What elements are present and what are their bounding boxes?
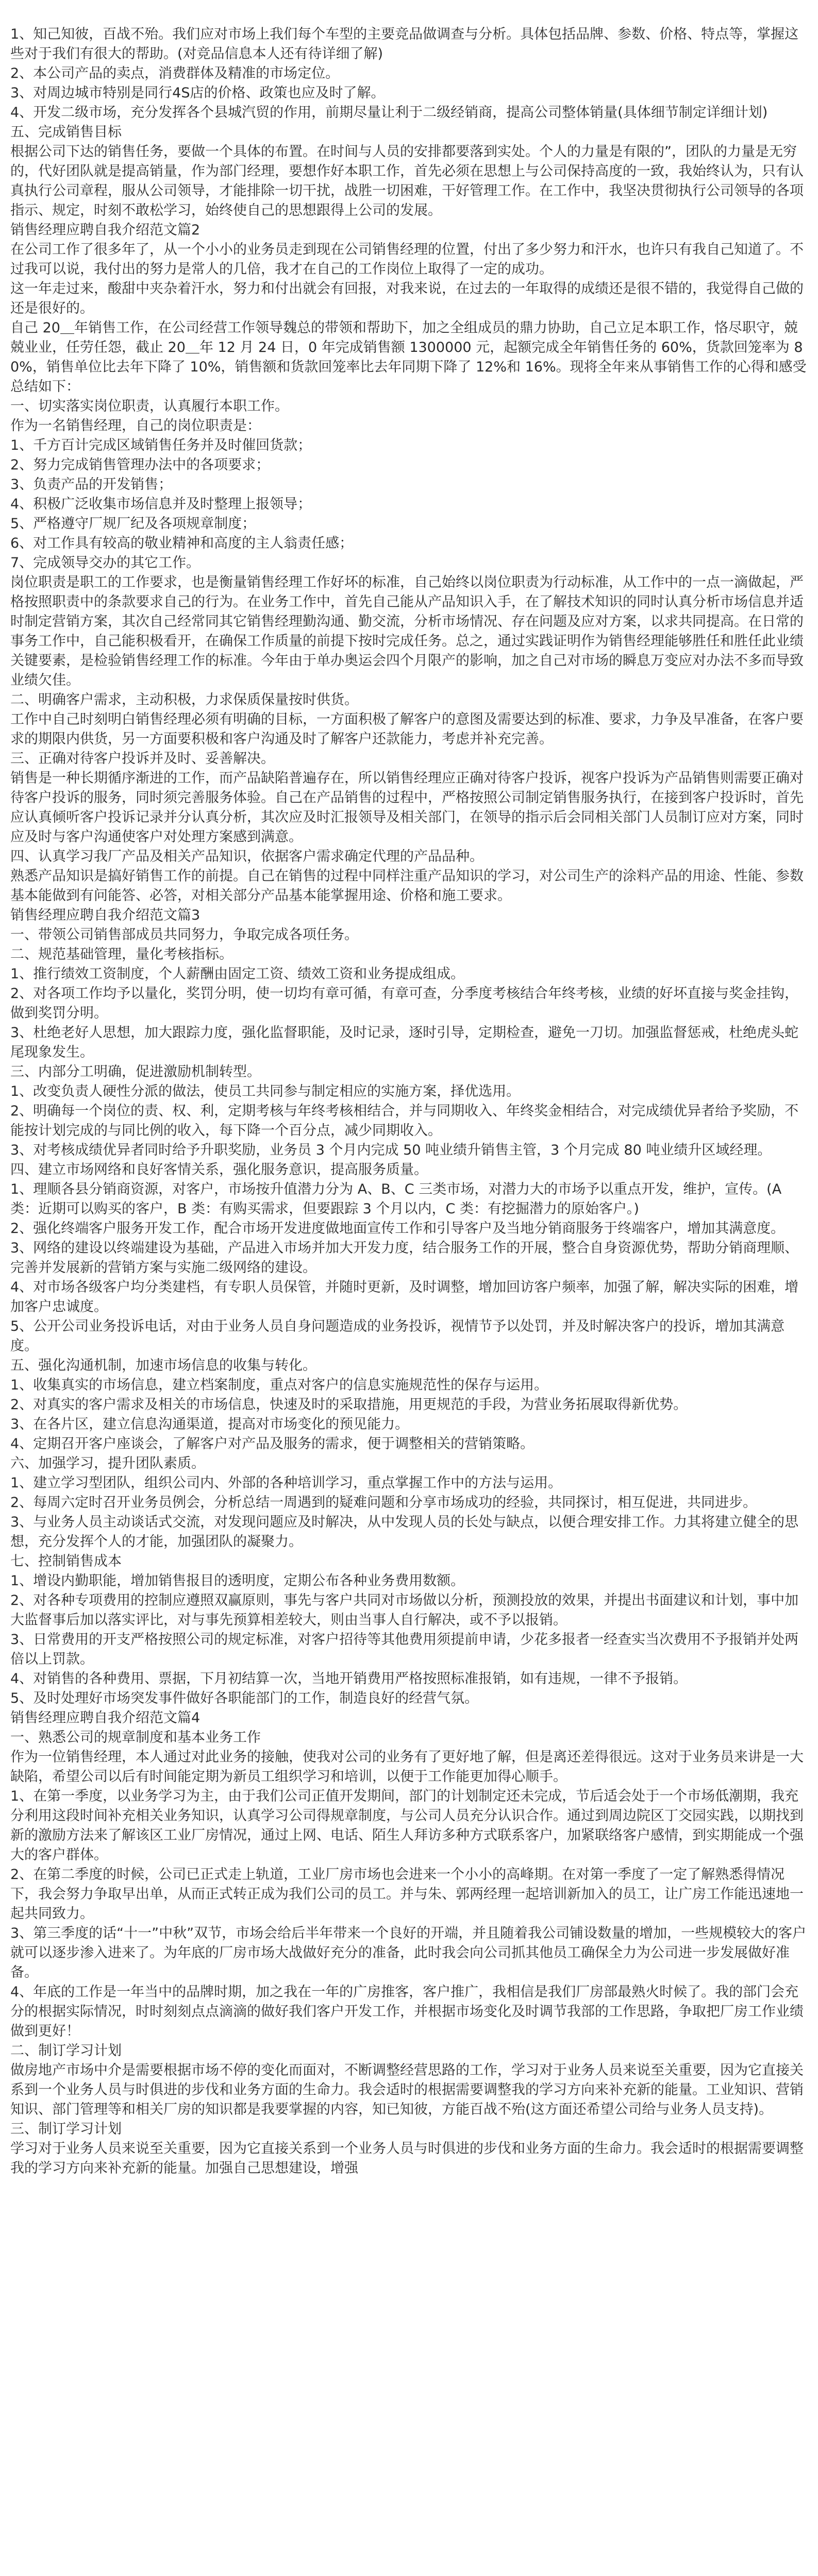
paragraph: 2、对真实的客户需求及相关的市场信息，快速及时的采取措施，用更规范的手段，为营业务拓展取得新优势。 [10,1397,688,1413]
paragraph: 二、制订学习计划 [10,2043,122,2059]
paragraph: 3、对周边城市特别是同行4S店的价格、政策也应及时了解。 [10,85,385,101]
paragraph: 3、负责产品的开发销售； [10,477,173,493]
paragraph: 2、本公司产品的卖点，消费群体及精准的市场定位。 [10,65,340,81]
paragraph: 根据公司下达的销售任务，要做一个具体的布置。在时间与人员的安排都要落到实处。个人的力量是有限的”，团队的力量是无穷的，代好团队就是提高销量，作为部门经理，要想作好本职工作，首先必须在思想上与公司保持高度的一致，我始终认为，只有认真执行公司章程，服从公司领导，才能排除一切干扰，战胜一切困难，干好管理工作。在工作中，我坚决贯彻执行公司领导的各项指示、规定，时刻不敢松学习，始终使自己的思想跟得上公司的发展。 [10,144,804,218]
paragraph: 4、积极广泛收集市场信息并及时整理上报领导； [10,496,312,512]
paragraph: 4、定期召开客户座谈会，了解客户对产品及服务的需求，便于调整相关的营销策略。 [10,1436,535,1452]
paragraph: 5、公开公司业务投诉电话，对由于业务人员自身问题造成的业务投诉，视情节予以处罚，并及时解决客户的投诉，增加其满意度。 [10,1318,785,1354]
paragraph: 六、加强学习，提升团队素质。 [10,1455,205,1471]
paragraph: 四、建立市场网络和良好客情关系，强化服务意识，提高服务质量。 [10,1162,428,1178]
paragraph: 3、对考核成绩优异者同时给予升职奖励，业务员 3 个月内完成 50 吨业绩升销售主管，3 个月完成 80 吨业绩升区域经理。 [10,1142,772,1158]
paragraph: 作为一位销售经理，本人通过对此业务的接触，使我对公司的业务有了更好地了解，但是离还差得很远。这对于业务员来讲是一大缺陷，希望公司以后有时间能定期为新员工组织学习和培训，以便于工作能更加得心顺手。 [10,1749,804,1785]
paragraph: 3、在各片区，建立信息沟通渠道，提高对市场变化的预见能力。 [10,1416,409,1432]
paragraph: 1、改变负责人硬性分派的做法，使员工共同参与制定相应的实施方案，择优选用。 [10,1083,521,1099]
paragraph: 7、完成领导交办的其它工作。 [10,555,201,571]
paragraph: 五、强化沟通机制，加速市场信息的收集与转化。 [10,1358,316,1374]
paragraph: 4、对市场各级客户均分类建档，有专职人员保管，并随时更新，及时调整，增加回访客户频率，加强了解，解决实际的困难，增加客户忠诚度。 [10,1279,799,1315]
paragraph: 一、带领公司销售部成员共同努力，争取完成各项任务。 [10,927,358,943]
paragraph: 3、第三季度的话“十一”中秋”双节，市场会给后半年带来一个良好的开端，并且随着我公司铺设数量的增加，一些规模较大的客户就可以逐步渗入进来了。为年底的厂房市场大战做好充分的准备，此时我会向公司抓其他员工确保全力为公司进一步发展做好准备。 [10,1925,807,1980]
paragraph: 销售经理应聘自我介绍范文篇2 [10,222,201,238]
paragraph: 岗位职责是职工的工作要求，也是衡量销售经理工作好坏的标准，自己始终以岗位职责为行动标准，从工作中的一点一滴做起，严格按照职责中的条款要求自己的行为。在业务工作中，首先自己能从产品知识入手，在了解技术知识的同时认真分析市场信息并适时制定营销方案，其次自己经常同其它销售经理勤沟通、勤交流，分析市场情况、存在问题及应对方案，以求共同提高。在日常的事务工作中，自己能积极看开，在确保工作质量的前提下按时完成任务。总之，通过实践证明作为销售经理能够胜任和胜任此业绩关键要素，是检验销售经理工作的标准。今年由于单办奥运会四个月限产的影响，加之自己对市场的瞬息万变应对办法不多而导致业绩欠佳。 [10,574,804,688]
paragraph: 做房地产市场中介是需要根据市场不停的变化而面对，不断调整经营思路的工作，学习对于业务人员来说至关重要，因为它直接关系到一个业务人员与时俱进的步伐和业务方面的生命力。我会适时的根据需要调整我的学习方向来补充新的能量。工业知识、营销知识、部门管理等和相关厂房的知识都是我要掌握的内容，知已知彼，方能百战不殆(这方面还希望公司给与业务人员支持)。 [10,2062,804,2117]
paragraph: 1、千方百计完成区域销售任务并及时催回货款； [10,437,312,453]
paragraph: 1、理顺各县分销商资源，对客户，市场按升值潜力分为 A、B、C 三类市场，对潜力大的市场予以重点开发，维护，宣传。(A 类：近期可以购买的客户，B 类：有购买需求，但要跟踪 3 个月以内，C 类：有挖掘潜力的原始客户。) [10,1181,782,1217]
paragraph: 2、努力完成销售管理办法中的各项要求； [10,457,270,473]
paragraph: 三、正确对待客户投诉并及时、妥善解决。 [10,751,275,767]
paragraph: 3、日常费用的开支严格按照公司的规定标准，对客户招待等其他费用须提前申请，少花多报者一经查实当次费用不予报销并处两倍以上罚款。 [10,1632,799,1667]
paragraph: 学习对于业务人员来说至关重要，因为它直接关系到一个业务人员与时俱进的步伐和业务方面的生命力。我会适时的根据需要调整我的学习方向来补充新的能量。加强自己思想建设，增强 [10,2141,804,2176]
paragraph: 2、在第二季度的时候，公司已正式走上轨道，工业厂房市场也会进来一个小小的高峰期。在对第一季度了一定了解熟悉得情况下，我会努力争取早出单，从而正式转正成为我们公司的员工。并与朱、郭两经理一起培训新加入的员工，让广房工作能迅速地一起共同致力。 [10,1867,804,1922]
paragraph: 工作中自己时刻明白销售经理必须有明确的目标，一方面积极了解客户的意图及需要达到的标准、要求，力争及早准备，在客户要求的期限内供货，另一方面要积极和客户沟通及时了解客户还款能力，考虑并补充完善。 [10,711,804,747]
paragraph: 销售经理应聘自我介绍范文篇3 [10,907,201,923]
paragraph: 5、及时处理好市场突发事件做好各职能部门的工作，制造良好的经营气氛。 [10,1690,479,1706]
paragraph: 2、对各项工作均予以量化，奖罚分明，使一切均有章可循，有章可查，分季度考核结合年终考核，业绩的好坏直接与奖金挂钩，做到奖罚分明。 [10,986,799,1021]
paragraph: 二、明确客户需求，主动积极，力求保质保量按时供货。 [10,692,358,708]
paragraph: 2、强化终端客户服务开发工作，配合市场开发进度做地面宣传工作和引导客户及当地分销商服务于终端客户，增加其满意度。 [10,1221,785,1236]
paragraph: 销售经理应聘自我介绍范文篇4 [10,1710,201,1726]
paragraph: 五、完成销售目标 [10,124,122,140]
paragraph: 4、开发二级市场，充分发挥各个县城汽贸的作用，前期尽量让利于二级经销商，提高公司整体销量(具体细节制定详细计划) [10,105,768,121]
paragraph: 这一年走过来，酸甜中夹杂着汗水，努力和付出就会有回报，对我来说，在过去的一年取得的成绩还是很不错的，我觉得自己做的还是很好的。 [10,281,804,316]
paragraph: 一、切实落实岗位职责，认真履行本职工作。 [10,398,289,414]
paragraph: 1、建立学习型团队，组织公司内、外部的各种培训学习，重点掌握工作中的方法与运用。 [10,1475,562,1491]
paragraph: 自己 20＿年销售工作，在公司经营工作领导魏总的带领和帮助下，加之全组成员的鼎力协助，自己立足本职工作，恪尽职守，兢兢业业，任劳任怨，截止 20＿年 12 月 24 日，0 年完成销售额 1300000 元，起额完成全年销售任务的 60%，货款回笼率为 80%，销售单位比去年下降了 10%，销售额和货款回笼率比去年同期下降了 12%和 16%。现将全年来从事销售工作的心得和感受总结如下： [10,320,807,395]
paragraph: 1、推行绩效工资制度，个人薪酬由固定工资、绩效工资和业务提成组成。 [10,966,465,982]
paragraph: 一、熟悉公司的规章制度和基本业务工作 [10,1730,261,1745]
paragraph: 二、规范基础管理，量化考核指标。 [10,946,233,962]
paragraph: 5、严格遵守厂规厂纪及各项规章制度； [10,516,256,532]
paragraph: 1、增设内勤职能，增加销售报目的透明度，定期公布各种业务费用数额。 [10,1573,465,1589]
paragraph: 在公司工作了很多年了，从一个小小的业务员走到现在公司销售经理的位置，付出了多少努力和汗水，也许只有我自己知道了。不过我可以说，我付出的努力是常人的几倍，我才在自己的工作岗位上取得了一定的成功。 [10,242,804,277]
paragraph: 三、内部分工明确，促进激励机制转型。 [10,1064,261,1080]
paragraph: 4、对销售的各种费用、票据，下月初结算一次，当地开销费用严格按照标准报销，如有违规，一律不予报销。 [10,1671,688,1687]
paragraph: 1、在第一季度，以业务学习为主，由于我们公司正值开发期间，部门的计划制定还未完成，节后适会处于一个市场低潮期，我充分利用这段时间补充相关业务知识，认真学习公司得规章制度，与公司人员充分认识合作。通过到周边院区丁交园实践，以期找到新的激励方法来了解该区工业厂房情况，通过上网、电话、陌生人拜访多种方式联系客户，加紧联络客户感情，到实期能成一个强大的客户群体。 [10,1788,804,1863]
paragraph: 2、每周六定时召开业务员例会，分析总结一周遇到的疑难问题和分享市场成功的经验，共同探讨，相互促进，共同进步。 [10,1495,757,1511]
paragraph: 1、知己知彼，百战不殆。我们应对市场上我们每个车型的主要竞品做调查与分析。具体包括品牌、参数、价格、特点等，掌握这些对于我们有很大的帮助。(对竞品信息本人还有待详细了解) [10,26,799,62]
paragraph: 三、制订学习计划 [10,2121,122,2137]
paragraph: 作为一名销售经理，自己的岗位职责是： [10,418,261,434]
paragraph: 3、与业务人员主动谈话式交流，对发现问题应及时解决，从中发现人员的长处与缺点，以便合理安排工作。力其将建立健全的思想，充分发挥个人的才能，加强团队的凝聚力。 [10,1514,799,1550]
paragraph: 4、年底的工作是一年当中的品牌时期，加之我在一年的广房推客，客户推广，我相信是我们厂房部最熟火时候了。我的部门会充分的根据实际情况，时时刻刻点点滴滴的做好我们客户开发工作，并根据市场变化及时调节我部的工作思路，争取把厂房工作业绩做到更好！ [10,1984,804,2039]
paragraph: 3、杜绝老好人思想，加大跟踪力度，强化监督职能，及时记录，逐时引导，定期检查，避免一刀切。加强监督惩戒，杜绝虎头蛇尾现象发生。 [10,1025,799,1060]
paragraph: 销售是一种长期循序渐进的工作，而产品缺陷普遍存在，所以销售经理应正确对待客户投诉，视客户投诉为产品销售则需要正确对待客户投诉的服务，同时须完善服务体验。自己在产品销售的过程中，严格按照公司制定销售服务执行，在接到客户投诉时，首先应认真倾听客户投诉记录并分认真分析，其次应及时汇报领导及相关部门，在领导的指示后会同相关部门人员制订应对方案，同时应及时与客户沟通使客户对处理方案感到满意。 [10,770,804,845]
paragraph: 四、认真学习我厂产品及相关产品知识，依据客户需求确定代理的产品品种。 [10,849,483,865]
paragraph: 2、明确每一个岗位的责、权、利，定期考核与年终考核相结合，并与同期收入、年终奖金相结合，对完成绩优异者给予奖励，不能按计划完成的与同比例的收入，每下降一个百分点，减少同期收入。 [10,1103,799,1139]
paragraph: 1、收集真实的市场信息，建立档案制度，重点对客户的信息实施规范性的保存与运用。 [10,1377,548,1393]
paragraph: 2、对各种专项费用的控制应遵照双赢原则，事先与客户共同对市场做以分析，预测投放的效果，并提出书面建议和计划，事中加大监督事后加以落实评比，对与事先预算相差较大，则由当事人自行解决，或不予以报销。 [10,1592,799,1628]
paragraph: 熟悉产品知识是搞好销售工作的前提。自己在销售的过程中同样注重产品知识的学习，对公司生产的涂料产品的用途、性能、参数基本能做到有问能答、必答，对相关部分产品基本能掌握用途、价格和施工要求。 [10,868,804,904]
paragraph: 3、网络的建设以终端建设为基础，产品进入市场并加大开发力度，结合服务工作的开展，整合自身资源优势，帮助分销商理顺、完善并发展新的营销方案与实施二级网络的建设。 [10,1240,799,1276]
paragraph: 七、控制销售成本 [10,1553,122,1569]
paragraph: 6、对工作具有较高的敬业精神和高度的主人翁责任感； [10,535,354,551]
